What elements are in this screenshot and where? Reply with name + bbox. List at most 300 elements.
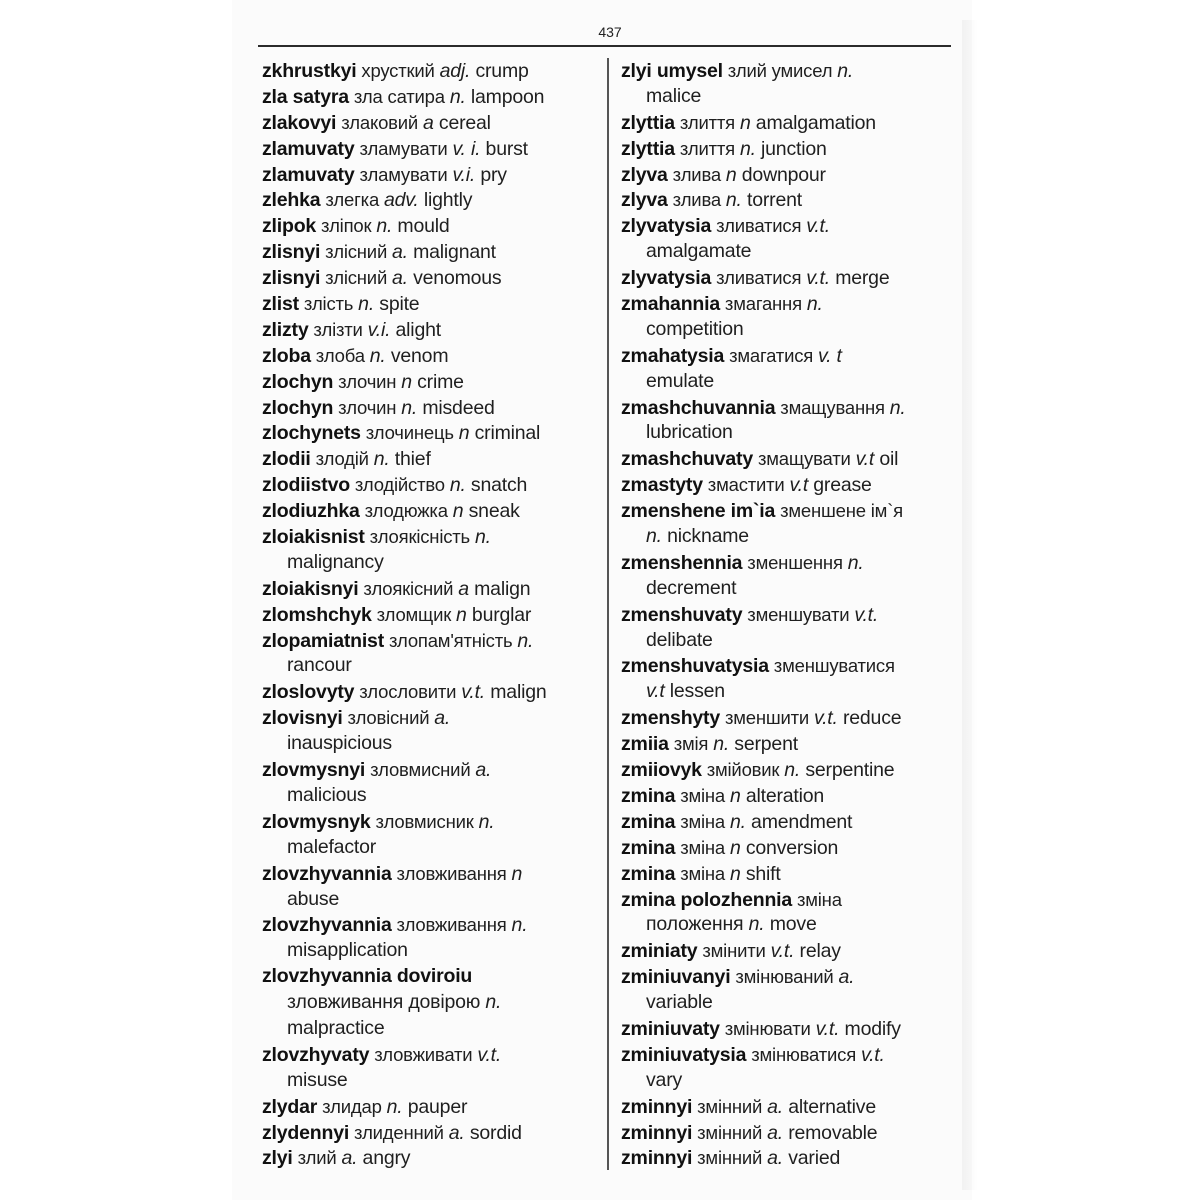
entry-line: [262, 187, 602, 213]
translation: alight: [390, 318, 441, 341]
headword: zmina: [621, 836, 676, 859]
headword: zlizty: [262, 318, 309, 341]
headword: zlodiuzhka: [262, 500, 360, 523]
headword: zlodiistvo: [262, 474, 350, 497]
part-of-speech: n.: [847, 551, 864, 574]
part-of-speech: a.: [392, 267, 408, 290]
entry-line: [262, 446, 602, 472]
part-of-speech: v.t.: [806, 267, 830, 290]
entry-line: [621, 136, 956, 162]
translation: lampoon: [465, 85, 545, 108]
headword: zlovmysnyk: [262, 810, 371, 833]
part-of-speech: n.: [369, 344, 386, 367]
headword: zlyi umysel: [621, 60, 723, 82]
translation: amalgamate: [646, 240, 752, 263]
headword: zminnyi: [621, 1147, 693, 1170]
entry-line: [621, 187, 956, 213]
part-of-speech: v.t.: [813, 707, 838, 730]
headword: zlovmysnyi: [262, 759, 366, 782]
part-of-speech: a.: [448, 1121, 465, 1144]
part-of-speech: n: [725, 163, 737, 186]
part-of-speech: n.: [713, 733, 730, 756]
part-of-speech: n: [511, 862, 523, 885]
entry-line: [262, 1094, 602, 1120]
part-of-speech: v.t.: [815, 1017, 840, 1040]
headword: zminnyi: [621, 1095, 693, 1118]
translation: reduce: [837, 707, 902, 730]
headword: zlehka: [262, 189, 321, 212]
translation: sneak: [463, 500, 520, 523]
part-of-speech: n.: [373, 448, 390, 471]
part-of-speech: n.: [478, 810, 495, 833]
ukrainian-word: зменшуватися: [768, 655, 895, 677]
ukrainian-word: змінний: [692, 1095, 768, 1117]
part-of-speech: v.t.: [806, 215, 830, 238]
headword: zminiaty: [621, 940, 698, 963]
part-of-speech: v.t: [789, 474, 809, 497]
part-of-speech: n.: [806, 293, 823, 316]
headword: zmastyty: [621, 474, 703, 497]
part-of-speech: n.: [646, 525, 662, 548]
ukrainian-word: злий умисел: [722, 60, 838, 81]
translation: malpractice: [287, 1016, 385, 1039]
part-of-speech: a.: [392, 241, 408, 264]
headword: zminiuvatysia: [621, 1043, 747, 1066]
ukrainian-word: злоба: [310, 344, 370, 366]
entry-line: [262, 938, 602, 964]
part-of-speech: v.i.: [367, 318, 391, 341]
headword: zmina: [621, 810, 676, 833]
ukrainian-word: зламувати: [354, 137, 453, 159]
translation: amalgamation: [750, 111, 876, 134]
entry-line: [621, 628, 956, 654]
ukrainian-word: злиття: [674, 111, 740, 133]
translation: nickname: [661, 525, 749, 548]
headword: zlovzhyvaty: [262, 1043, 370, 1066]
ukrainian-word: злізти: [308, 318, 368, 340]
entry-line: [621, 705, 956, 731]
headword: zlist: [262, 293, 299, 316]
translation: removable: [782, 1121, 878, 1144]
entry-line: [621, 265, 956, 291]
ukrainian-word: зла сатира: [348, 85, 450, 107]
entry-line: [262, 1120, 602, 1146]
part-of-speech: v.t.: [860, 1043, 885, 1066]
entry-line: [262, 887, 602, 913]
translation: pry: [475, 163, 507, 186]
entry-line: [262, 602, 602, 628]
translation: alternative: [782, 1095, 876, 1118]
part-of-speech: n.: [739, 137, 756, 160]
ukrainian-word: зміна: [675, 784, 730, 806]
translation: cereal: [433, 111, 491, 134]
translation: abuse: [287, 887, 340, 910]
ukrainian-word: зміна: [675, 836, 730, 858]
translation: burst: [480, 137, 528, 160]
part-of-speech: a.: [475, 759, 492, 782]
translation: angry: [357, 1147, 411, 1170]
ukrainian-word: змінювати: [719, 1017, 816, 1039]
headword: zloiakisnist: [262, 526, 365, 549]
translation: spite: [374, 293, 420, 316]
entry-line: [621, 938, 956, 964]
headword: zlyttia: [621, 137, 675, 160]
part-of-speech: n.: [449, 474, 466, 497]
entry-line: [262, 1068, 602, 1094]
ukrainian-word: змійовик: [701, 759, 785, 781]
entry-line: [621, 757, 956, 783]
entry-line: [621, 653, 956, 679]
entry-line: [262, 58, 602, 84]
entry-line: [262, 420, 602, 446]
part-of-speech: n.: [386, 1095, 403, 1118]
entry-line: [262, 990, 602, 1016]
entry-line: [621, 679, 956, 705]
translation: oil: [874, 448, 899, 471]
translation: criminal: [469, 422, 541, 445]
translation: torrent: [741, 189, 802, 212]
headword: zlovzhyvannia doviroiu: [262, 965, 473, 988]
ukrainian-word: змінюватися: [746, 1043, 861, 1065]
entry-line: [621, 343, 956, 369]
translation: vary: [646, 1068, 683, 1091]
entry-line: [621, 887, 956, 913]
entry-line: [621, 369, 956, 395]
translation: venom: [385, 344, 449, 367]
part-of-speech: n.: [725, 189, 742, 212]
ukrainian-word: зливатися: [711, 267, 807, 289]
translation: malign: [468, 577, 531, 600]
part-of-speech: n.: [449, 85, 466, 108]
part-of-speech: n.: [474, 526, 491, 549]
part-of-speech: a.: [434, 707, 451, 730]
headword: zlisnyi: [262, 267, 321, 290]
entry-line: [262, 731, 602, 757]
entry-line: [621, 524, 956, 550]
entry-line: [621, 395, 956, 421]
entry-line: [621, 58, 956, 84]
translation: crump: [470, 60, 529, 82]
ukrainian-word: злидар: [317, 1095, 387, 1117]
headword: zlovisnyi: [262, 707, 343, 730]
translation: зловживання довірою: [287, 991, 486, 1014]
part-of-speech: n: [739, 111, 751, 134]
entry-line: [262, 110, 602, 136]
column-divider: [607, 58, 609, 1170]
entry-line: [621, 783, 956, 809]
translation: malefactor: [287, 835, 377, 858]
part-of-speech: a: [458, 577, 469, 600]
headword: zmiia: [621, 733, 669, 756]
entry-line: [262, 291, 602, 317]
headword: zlydennyi: [262, 1121, 350, 1144]
translation: grease: [808, 474, 872, 497]
part-of-speech: v. t: [818, 344, 842, 367]
part-of-speech: n.: [889, 396, 906, 419]
entry-line: [621, 1094, 956, 1120]
part-of-speech: v.t: [646, 680, 665, 703]
headword: zlakovyi: [262, 111, 337, 134]
ukrainian-word: злісний: [320, 241, 393, 263]
headword: zlovzhyvannia: [262, 862, 392, 885]
headword: zmahannia: [621, 293, 720, 316]
entry-line: [262, 576, 602, 602]
entry-line: [262, 498, 602, 524]
part-of-speech: v.t.: [770, 940, 795, 963]
translation: malign: [485, 681, 547, 704]
ukrainian-word: злословити: [354, 681, 462, 703]
headword: zmenshuvaty: [621, 603, 743, 626]
headword: zlyi: [262, 1147, 293, 1170]
ukrainian-word: зменшити: [720, 707, 814, 729]
right-column: [621, 58, 956, 1171]
ukrainian-word: зліпок: [316, 215, 377, 237]
headword: zmina: [621, 862, 676, 885]
headword: zlamuvaty: [262, 163, 355, 186]
entry-line: [262, 265, 602, 291]
translation: inauspicious: [287, 732, 392, 755]
ukrainian-word: зміна: [675, 862, 730, 884]
part-of-speech: a.: [767, 1095, 783, 1118]
translation: alteration: [740, 784, 825, 807]
entry-line: [621, 835, 956, 861]
ukrainian-word: злоякісність: [364, 526, 475, 548]
entry-line: [262, 472, 602, 498]
translation: malice: [646, 84, 702, 107]
ukrainian-word: змагання: [719, 293, 807, 315]
part-of-speech: n: [729, 862, 741, 885]
headword: zmenshennia: [621, 551, 743, 574]
part-of-speech: n.: [376, 215, 393, 238]
headword: zmenshene im`ia: [621, 500, 776, 523]
headword: zloba: [262, 344, 311, 367]
ukrainian-word: злочин: [333, 370, 402, 392]
translation: merge: [829, 267, 890, 290]
part-of-speech: a.: [767, 1147, 783, 1170]
part-of-speech: v.t: [855, 448, 875, 471]
part-of-speech: n.: [358, 293, 375, 316]
entry-line: [262, 239, 602, 265]
part-of-speech: n.: [485, 991, 502, 1014]
part-of-speech: v.t.: [477, 1043, 502, 1066]
headword: zminiuvaty: [621, 1017, 720, 1040]
translation: serpent: [729, 733, 798, 756]
ukrainian-word: змагатися: [724, 344, 819, 366]
part-of-speech: n: [401, 370, 412, 393]
left-column: [262, 58, 602, 1171]
translation: malicious: [287, 783, 367, 806]
entry-line: [621, 498, 956, 524]
translation: delibate: [646, 628, 713, 651]
ukrainian-word: злиденний: [349, 1121, 449, 1143]
part-of-speech: n: [456, 603, 467, 626]
entry-line: [621, 317, 956, 343]
translation: положення: [646, 913, 749, 936]
ukrainian-word: злиття: [674, 137, 740, 159]
headword: zlyva: [621, 189, 668, 212]
entry-line: [621, 1120, 956, 1146]
part-of-speech: a.: [838, 966, 855, 989]
page-edge-shadow: [962, 20, 978, 1190]
part-of-speech: a: [423, 111, 434, 134]
headword: zlomshchyk: [262, 603, 372, 626]
ukrainian-word: злісний: [320, 267, 393, 289]
entry-line: [262, 912, 602, 938]
headword: zmina polozhennia: [621, 888, 793, 911]
entry-line: [262, 317, 602, 343]
ukrainian-word: зменшення: [742, 551, 848, 573]
translation: amendment: [745, 810, 853, 833]
ukrainian-word: злочин: [333, 396, 402, 418]
part-of-speech: n.: [748, 913, 765, 936]
entry-line: [621, 1145, 956, 1171]
ukrainian-word: злопам'ятність: [384, 629, 518, 651]
ukrainian-word: зламувати: [354, 163, 453, 185]
entry-line: [621, 1068, 956, 1094]
ukrainian-word: змія: [668, 733, 714, 755]
entry-line: [262, 628, 602, 654]
headword: zloiakisnyi: [262, 577, 359, 600]
translation: junction: [755, 137, 827, 160]
translation: misdeed: [417, 396, 495, 419]
ukrainian-word: злива: [667, 189, 726, 211]
entry-line: [621, 576, 956, 602]
translation: venomous: [407, 267, 502, 290]
entry-line: [262, 1042, 602, 1068]
headword: zlydar: [262, 1095, 318, 1118]
entry-line: [621, 162, 956, 188]
part-of-speech: n.: [837, 60, 854, 82]
translation: shift: [740, 862, 781, 885]
entry-line: [262, 835, 602, 861]
translation: rancour: [287, 654, 352, 677]
entry-line: [262, 783, 602, 809]
headword: zmahatysia: [621, 344, 725, 367]
part-of-speech: v.t.: [461, 681, 486, 704]
headword: zmenshyty: [621, 707, 720, 730]
translation: lightly: [418, 189, 473, 212]
translation: variable: [646, 991, 713, 1014]
ukrainian-word: зменшене ім`я: [775, 500, 903, 522]
headword: zlisnyi: [262, 241, 321, 264]
entry-line: [262, 84, 602, 110]
entry-line: [262, 395, 602, 421]
ukrainian-word: зловживання: [391, 914, 512, 936]
headword: zloslovyty: [262, 681, 355, 704]
entry-line: [621, 602, 956, 628]
headword: zlamuvaty: [262, 137, 355, 160]
entry-line: [262, 653, 602, 679]
part-of-speech: n.: [511, 914, 528, 937]
ukrainian-word: зловмисник: [370, 810, 479, 832]
entry-line: [621, 213, 956, 239]
ukrainian-word: злий: [292, 1147, 342, 1169]
entry-line: [262, 1016, 602, 1042]
entry-line: [621, 1016, 956, 1042]
entry-line: [621, 550, 956, 576]
translation: thief: [389, 448, 431, 471]
headword: zmashchuvannia: [621, 396, 776, 419]
entry-line: [621, 291, 956, 317]
entry-line: [621, 731, 956, 757]
entry-line: [262, 524, 602, 550]
translation: snatch: [465, 474, 528, 497]
part-of-speech: n: [729, 784, 741, 807]
ukrainian-word: зміна: [675, 810, 730, 832]
headword: zlochyn: [262, 370, 334, 393]
translation: conversion: [740, 836, 839, 859]
translation: move: [764, 913, 817, 936]
translation: downpour: [736, 163, 826, 186]
headword: zlyvatysia: [621, 215, 712, 238]
translation: lubrication: [646, 421, 733, 444]
headword: zlodii: [262, 448, 311, 471]
part-of-speech: v.t.: [854, 603, 879, 626]
ukrainian-word: змащування: [775, 396, 890, 418]
ukrainian-word: злодійство: [349, 474, 450, 496]
entry-line: [262, 213, 602, 239]
part-of-speech: n.: [401, 396, 418, 419]
ukrainian-word: зловісний: [342, 707, 435, 729]
ukrainian-word: злодюжка: [359, 500, 453, 522]
translation: misapplication: [287, 939, 408, 962]
ukrainian-word: злоякісний: [358, 577, 459, 599]
ukrainian-word: змащувати: [753, 448, 856, 470]
translation: modify: [839, 1017, 901, 1040]
entry-line: [621, 1042, 956, 1068]
translation: decrement: [646, 576, 737, 599]
ukrainian-word: зловмисний: [365, 759, 476, 781]
entry-line: [262, 343, 602, 369]
headword: zminnyi: [621, 1121, 693, 1144]
ukrainian-word: злодій: [310, 448, 374, 470]
ukrainian-word: злочинець: [360, 422, 459, 444]
ukrainian-word: змастити: [702, 474, 790, 496]
part-of-speech: a.: [341, 1147, 358, 1170]
entry-line: [262, 809, 602, 835]
headword: zlipok: [262, 215, 317, 238]
entry-line: [262, 162, 602, 188]
translation: serpentine: [800, 759, 895, 782]
translation: burglar: [466, 603, 532, 626]
headword: zlopamiatnist: [262, 629, 384, 652]
page-number: 437: [598, 24, 622, 40]
ukrainian-word: змінний: [692, 1121, 768, 1143]
part-of-speech: v.i.: [452, 163, 476, 186]
ukrainian-word: злаковий: [336, 111, 424, 133]
part-of-speech: n: [458, 422, 470, 445]
ukrainian-word: змінити: [697, 940, 771, 962]
translation: pauper: [402, 1095, 468, 1118]
headword: zlyvatysia: [621, 267, 712, 290]
entry-line: [621, 84, 956, 110]
part-of-speech: v. i.: [452, 137, 481, 160]
ukrainian-word: змінний: [692, 1147, 768, 1169]
entry-line: [621, 964, 956, 990]
entry-line: [621, 110, 956, 136]
entry-line: [621, 912, 956, 938]
translation: misuse: [287, 1068, 348, 1091]
headword: zlyva: [621, 163, 668, 186]
part-of-speech: n: [452, 500, 464, 523]
headword: zlochyn: [262, 396, 334, 419]
part-of-speech: adv.: [384, 189, 419, 212]
headword: zlochynets: [262, 422, 361, 445]
translation: malignancy: [287, 550, 384, 573]
headword: zminiuvanyi: [621, 966, 731, 989]
headword: zla satyra: [262, 85, 349, 108]
ukrainian-word: злегка: [320, 189, 384, 211]
